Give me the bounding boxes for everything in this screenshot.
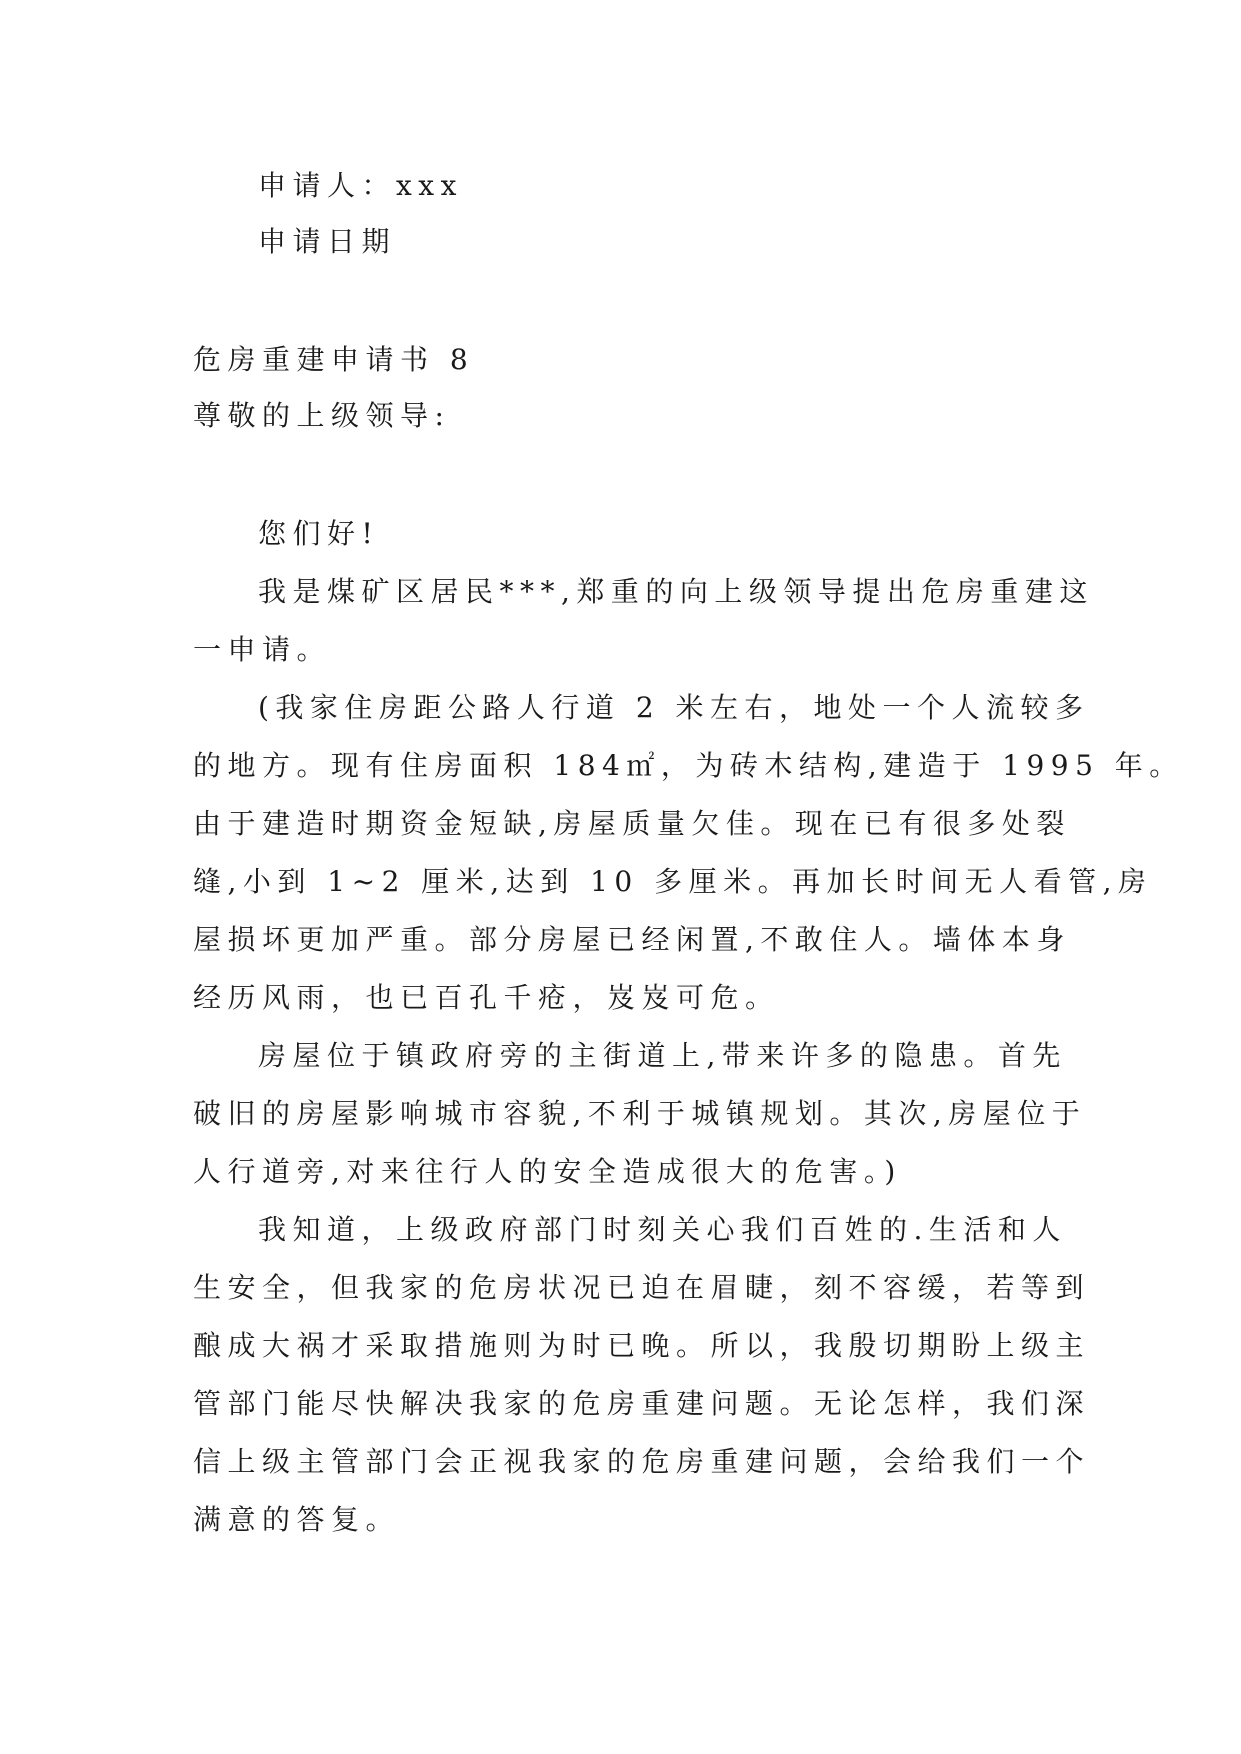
application-date-line: 申请日期 bbox=[258, 225, 397, 258]
applicant-line: 申请人：xxx bbox=[258, 169, 463, 202]
paragraph-line: 房屋位于镇政府旁的主街道上,带来许多的隐患。首先 bbox=[258, 1039, 1067, 1072]
paragraph-4 bbox=[193, 1201, 1091, 1549]
paragraph-line: 酿成大祸才采取措施则为时已晚。所以，我殷切期盼上级主 bbox=[193, 1329, 1091, 1362]
paragraph-line: 满意的答复。 bbox=[193, 1503, 401, 1536]
paragraph-line: 我是煤矿区居民***,郑重的向上级领导提出危房重建这 bbox=[258, 575, 1094, 608]
paragraph-line: 管部门能尽快解决我家的危房重建问题。无论怎样，我们深 bbox=[193, 1387, 1091, 1420]
paragraph-2 bbox=[193, 679, 1184, 1027]
paragraph-line: 生安全，但我家的危房状况已迫在眉睫，刻不容缓，若等到 bbox=[193, 1271, 1091, 1304]
paragraph-line: (我家住房距公路人行道 2 米左右，地处一个人流较多 bbox=[258, 691, 1090, 724]
greeting: 您们好! bbox=[258, 517, 380, 550]
salutation: 尊敬的上级领导: bbox=[193, 399, 451, 432]
paragraph-line: 信上级主管部门会正视我家的危房重建问题，会给我们一个 bbox=[193, 1445, 1091, 1478]
paragraph-line: 由于建造时期资金短缺,房屋质量欠佳。现在已有很多处裂 bbox=[193, 807, 1071, 840]
paragraph-line: 屋损坏更加严重。部分房屋已经闲置,不敢住人。墙体本身 bbox=[193, 923, 1071, 956]
paragraph-line: 破旧的房屋影响城市容貌,不利于城镇规划。其次,房屋位于 bbox=[193, 1097, 1087, 1130]
paragraph-line: 的地方。现有住房面积 184㎡，为砖木结构,建造于 1995 年。 bbox=[193, 749, 1184, 782]
paragraph-line: 经历风雨，也已百孔千疮，岌岌可危。 bbox=[193, 981, 780, 1014]
letter-title: 危房重建申请书 8 bbox=[193, 343, 475, 376]
paragraph-line: 我知道，上级政府部门时刻关心我们百姓的.生活和人 bbox=[258, 1213, 1067, 1246]
paragraph-line: 人行道旁,对来往行人的安全造成很大的危害。) bbox=[193, 1155, 902, 1188]
paragraph-line: 一申请。 bbox=[193, 633, 332, 666]
paragraph-3 bbox=[193, 1027, 1087, 1201]
letter-body bbox=[193, 563, 1184, 1549]
paragraph-1 bbox=[193, 563, 1094, 679]
paragraph-line: 缝,小到 1~2 厘米,达到 10 多厘米。再加长时间无人看管,房 bbox=[193, 865, 1153, 898]
